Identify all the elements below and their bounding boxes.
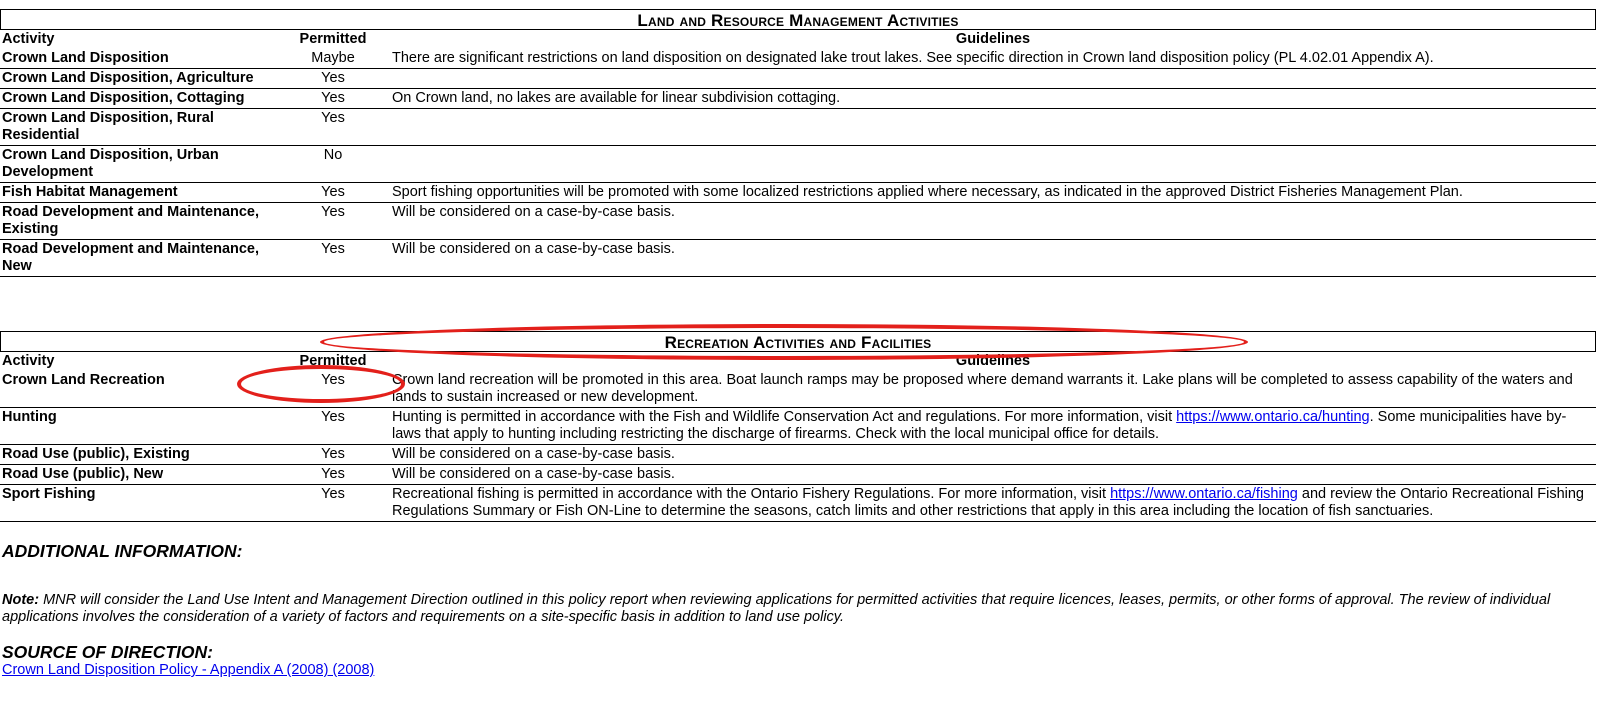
guidelines-cell [390,69,1596,89]
source-policy-link[interactable]: Crown Land Disposition Policy - Appendix A (2008) (2008) [2,662,375,678]
permitted-cell: Yes [276,371,390,408]
permitted-cell: Yes [276,69,390,89]
activity-cell: Road Development and Maintenance, Existing [0,203,276,240]
guidelines-cell: There are significant restrictions on land disposition on designated lake trout lakes. See specific direction in Crown land disposition policy (PL 4.02.01 Appendix A). [390,49,1596,69]
guidelines-cell: Will be considered on a case-by-case basis. [390,240,1596,277]
table-row [0,240,1596,277]
activity-header: Activity [2,31,55,47]
guidelines-cell: Crown land recreation will be promoted in this area. Boat launch ramps may be proposed where demand warrants it. Lake plans will be completed to assess capability of the waters and lands to sustain increased or new development. [390,371,1596,408]
note-label: Note: [2,592,40,608]
activity-header: Activity [2,353,55,369]
guidelines-header: Guidelines [955,353,1031,369]
table-row [0,49,1596,69]
permitted-header: Permitted [299,31,367,47]
permitted-cell: Yes [276,485,390,522]
table-header-row [0,352,1596,371]
table-row [0,109,1596,146]
guidelines-text: Hunting is permitted in accordance with the Fish and Wildlife Conservation Act and regulations. For more information, visit [392,409,1177,425]
guidelines-cell: On Crown land, no lakes are available for linear subdivision cottaging. [390,89,1596,109]
permitted-cell: Yes [276,445,390,465]
guidelines-cell [390,109,1596,146]
activity-cell: Crown Land Disposition, Rural Residential [0,109,276,146]
activity-cell: Sport Fishing [0,485,276,522]
permitted-cell: Maybe [276,49,390,69]
activity-cell: Crown Land Disposition, Cottaging [0,89,276,109]
activity-cell: Hunting [0,408,276,445]
table-row [0,89,1596,109]
guidelines-cell: Sport fishing opportunities will be promoted with some localized restrictions applied where necessary, as indicated in the approved District Fisheries Management Plan. [390,183,1596,203]
permitted-cell: Yes [276,109,390,146]
guidelines-text: and review the Ontario Recreational Fishing Regulations Summary or Fish ON-Line to determine the seasons, catch limits and other restrictions that apply in this area including the location of fish sanctuaries. [392,486,1584,519]
note-paragraph [2,592,1562,626]
guidelines-header: Guidelines [955,31,1031,47]
table-row [0,408,1596,445]
activity-cell: Road Use (public), New [0,465,276,485]
additional-info-heading: ADDITIONAL INFORMATION: [2,541,243,561]
table-row [0,203,1596,240]
guidelines-cell: Will be considered on a case-by-case basis. [390,445,1596,465]
guidelines-cell: Will be considered on a case-by-case basis. [390,203,1596,240]
activity-cell: Crown Land Disposition [0,49,276,69]
activity-cell: Crown Land Disposition, Urban Development [0,146,276,183]
permitted-cell: Yes [276,203,390,240]
permitted-cell: Yes [276,183,390,203]
table-row [0,371,1596,408]
table-row [0,465,1596,485]
source-heading: SOURCE OF DIRECTION: [2,642,213,662]
guidelines-cell: Will be considered on a case-by-case basis. [390,465,1596,485]
land-section-title: Land and Resource Management Activities [0,9,1596,30]
table-row [0,445,1596,465]
activity-cell: Road Use (public), Existing [0,445,276,465]
recreation-section-title: Recreation Activities and Facilities [0,331,1596,352]
table-row [0,146,1596,183]
table-row [0,69,1596,89]
guidelines-cell [390,485,1596,522]
guidelines-text: Recreational fishing is permitted in accordance with the Ontario Fishery Regulations. For more information, visit [392,486,1111,502]
table-row [0,485,1596,522]
recreation-section [0,331,1596,522]
hunting-link[interactable]: https://www.ontario.ca/hunting [1176,409,1370,425]
land-management-section [0,9,1596,277]
table-row [0,183,1596,203]
guidelines-cell [390,408,1596,445]
permitted-cell: Yes [276,408,390,445]
activity-cell: Crown Land Recreation [0,371,276,408]
fishing-link[interactable]: https://www.ontario.ca/fishing [1110,486,1298,502]
permitted-cell: Yes [276,89,390,109]
activity-cell: Crown Land Disposition, Agriculture [0,69,276,89]
permitted-cell: Yes [276,240,390,277]
guidelines-cell [390,146,1596,183]
recreation-activities-table [0,352,1596,522]
permitted-cell: Yes [276,465,390,485]
permitted-header: Permitted [299,353,367,369]
note-text: MNR will consider the Land Use Intent and Management Direction outlined in this policy report when reviewing applications for permitted activities that require licences, leases, permits, or other forms of approval. The review of individual applications involves the consideration of a variety of factors and requirements on a site-specific basis in addition to land use policy. [2,592,1551,625]
land-activities-table [0,30,1596,277]
activity-cell: Fish Habitat Management [0,183,276,203]
table-header-row [0,30,1596,49]
guidelines-text: . Some municipalities have by-laws that apply to hunting including restricting the discharge of firearms. Check with the local municipal office for details. [392,409,1567,442]
permitted-cell: No [276,146,390,183]
activity-cell: Road Development and Maintenance, New [0,240,276,277]
